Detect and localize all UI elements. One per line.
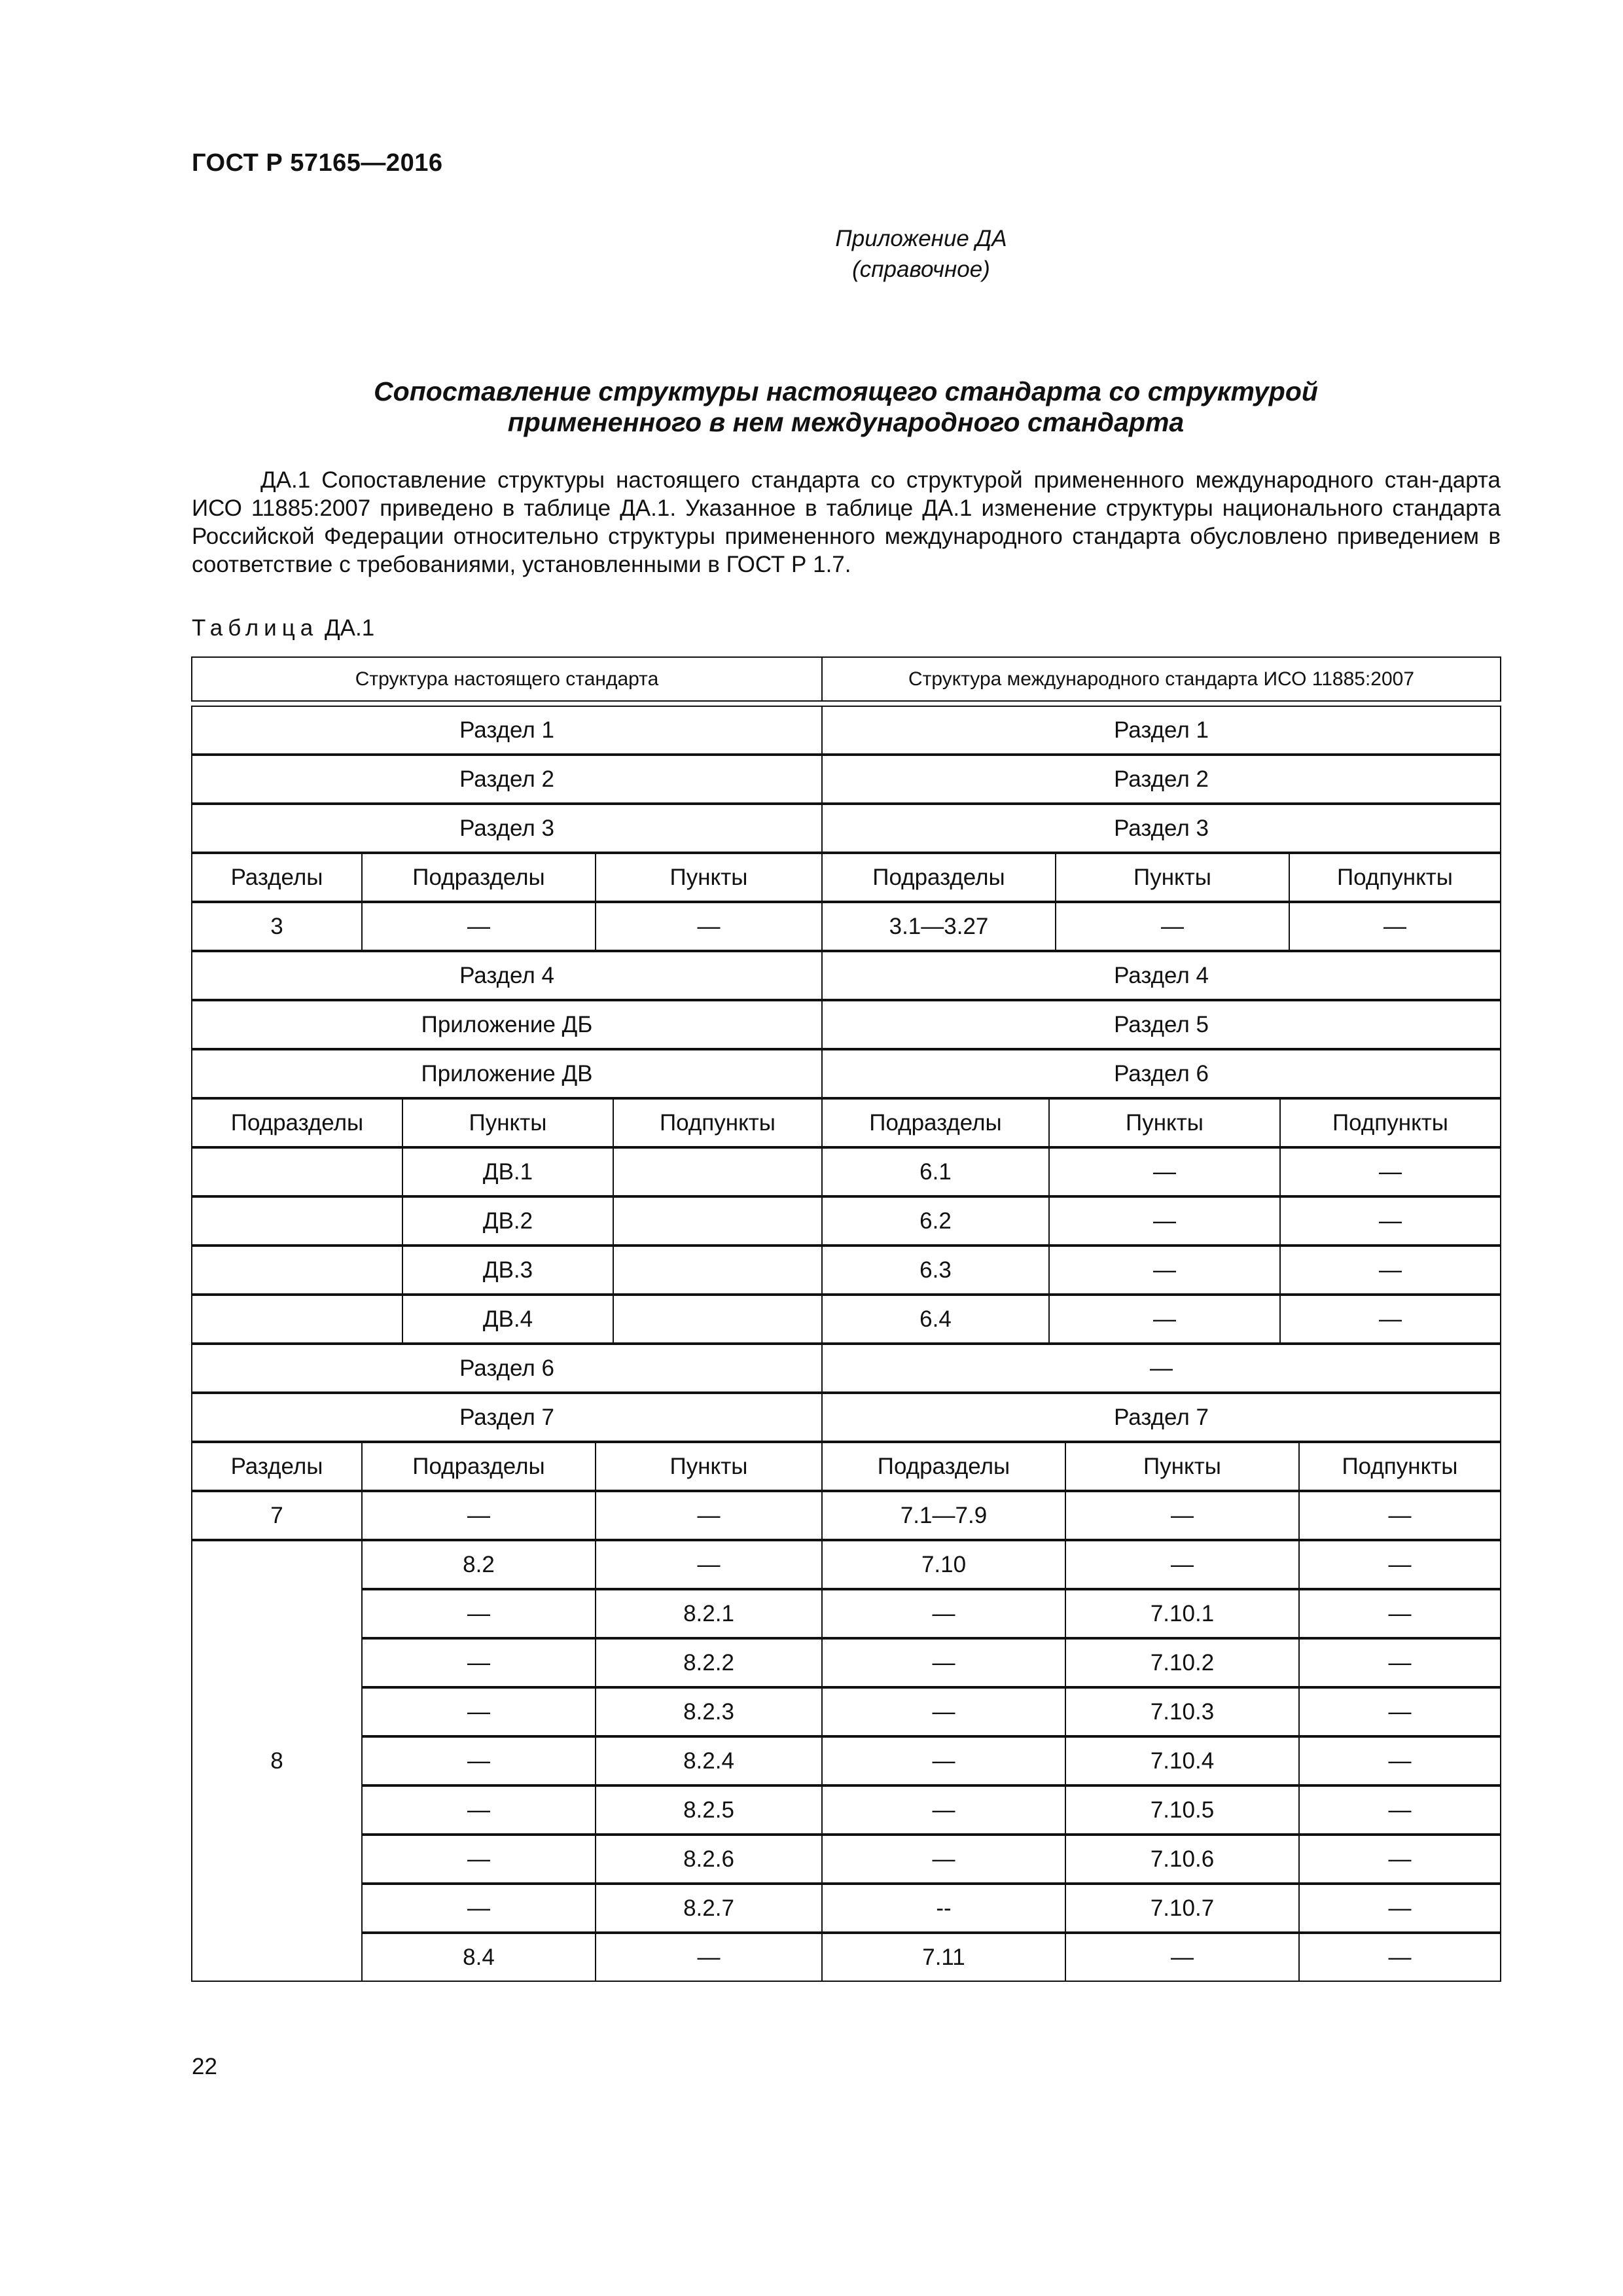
table-cell: Раздел 5 (821, 1000, 1501, 1049)
table-cell: 6.3 (821, 1246, 1050, 1295)
table-cell: 3 (191, 902, 363, 951)
table-cell: Пункты (1055, 853, 1290, 902)
table-row (192, 755, 1501, 804)
table-cell: 8.2.1 (595, 1589, 823, 1638)
table-cell: Раздел 7 (821, 1393, 1501, 1442)
table-cell: Пункты (595, 853, 823, 902)
table-cell (613, 1295, 823, 1344)
table-cell: Подпункты (1289, 853, 1501, 902)
table-cell (191, 1196, 403, 1246)
table-cell: Раздел 7 (191, 1393, 823, 1442)
table-cell: 8.2.3 (595, 1687, 823, 1736)
table-row (192, 656, 1501, 702)
table-caption-number: ДА.1 (324, 615, 375, 641)
table-cell: — (1065, 1540, 1300, 1589)
table-cell: — (1279, 1295, 1501, 1344)
table-row (192, 1295, 1501, 1344)
table-cell: Подразделы (191, 1098, 403, 1147)
table-row (192, 1884, 1501, 1933)
table-cell: — (1279, 1196, 1501, 1246)
table-cell (613, 1147, 823, 1196)
table-row (192, 1491, 1501, 1540)
table-row (192, 1098, 1501, 1147)
table-cell: — (1298, 1736, 1501, 1785)
table-cell: — (1298, 1835, 1501, 1884)
table-cell: — (821, 1687, 1066, 1736)
table-cell: 7.11 (821, 1933, 1066, 1982)
table-cell: Разделы (191, 853, 363, 902)
table-cell: — (1298, 1884, 1501, 1933)
table-row (192, 902, 1501, 951)
table-cell: Раздел 2 (821, 755, 1501, 804)
table-cell: ДВ.1 (402, 1147, 614, 1196)
table-cell: Приложение ДБ (191, 1000, 823, 1049)
table-cell: Раздел 1 (821, 706, 1501, 755)
table-cell: — (1298, 1491, 1501, 1540)
table-cell: 6.2 (821, 1196, 1050, 1246)
table-cell: — (361, 1638, 596, 1687)
table-cell: 8.2.2 (595, 1638, 823, 1687)
section-title-line1: Сопоставление структуры настоящего стандарта со структурой (374, 376, 1318, 406)
table-row (192, 1736, 1501, 1785)
table-cell: 6.4 (821, 1295, 1050, 1344)
table-cell: 8.4 (361, 1933, 596, 1982)
table-row (192, 1933, 1501, 1982)
table-cell: — (1048, 1196, 1281, 1246)
table-row (192, 1393, 1501, 1442)
table-cell: 8.2.5 (595, 1785, 823, 1835)
table-cell: — (1048, 1295, 1281, 1344)
table-cell: — (1298, 1589, 1501, 1638)
table-cell (191, 1246, 403, 1295)
table-row (192, 1049, 1501, 1098)
table-cell: 8.2.4 (595, 1736, 823, 1785)
table-row (192, 1540, 1501, 1589)
table-row (192, 1835, 1501, 1884)
table-cell: 7.10.4 (1065, 1736, 1300, 1785)
table-row (192, 1344, 1501, 1393)
table-cell: — (361, 1589, 596, 1638)
table-row (192, 1442, 1501, 1491)
table-cell: ДВ.3 (402, 1246, 614, 1295)
table-row (192, 1589, 1501, 1638)
table-cell: — (361, 1491, 596, 1540)
table-row (192, 1196, 1501, 1246)
table-cell: — (595, 1933, 823, 1982)
table-cell: Раздел 1 (191, 706, 823, 755)
table-cell: 7.10.1 (1065, 1589, 1300, 1638)
table-cell: Подпункты (1298, 1442, 1501, 1491)
table-cell: — (361, 1687, 596, 1736)
appendix-subtitle: (справочное) (852, 257, 990, 282)
table-cell: Подразделы (821, 1442, 1066, 1491)
table-cell: Раздел 6 (821, 1049, 1501, 1098)
table-cell: — (1298, 1540, 1501, 1589)
table-cell: — (821, 1344, 1501, 1393)
table-cell: — (821, 1736, 1066, 1785)
table-row (192, 1785, 1501, 1835)
table-cell: 7.10.6 (1065, 1835, 1300, 1884)
table-cell: Раздел 3 (821, 804, 1501, 853)
table-cell: — (595, 902, 823, 951)
table-cell: Подразделы (361, 853, 596, 902)
table-cell: Пункты (1065, 1442, 1300, 1491)
table-cell: — (595, 1491, 823, 1540)
table-cell: — (1298, 1785, 1501, 1835)
table-cell: Пункты (402, 1098, 614, 1147)
table-cell: — (361, 1785, 596, 1835)
table-cell: 7.10.7 (1065, 1884, 1300, 1933)
table-cell: Подпункты (613, 1098, 823, 1147)
appendix-title: Приложение ДА (835, 226, 1007, 251)
table-cell-merged-section-8: 8 (191, 1540, 363, 1982)
table-cell: — (1298, 1687, 1501, 1736)
table-cell: — (1279, 1147, 1501, 1196)
table-cell: Раздел 3 (191, 804, 823, 853)
table-cell: — (1065, 1933, 1300, 1982)
table-cell: — (1065, 1491, 1300, 1540)
table-cell: 7.10.2 (1065, 1638, 1300, 1687)
table-cell: — (1055, 902, 1290, 951)
table-row (192, 1000, 1501, 1049)
table-cell: ДВ.4 (402, 1295, 614, 1344)
table-cell: — (1298, 1638, 1501, 1687)
table-cell: — (361, 1736, 596, 1785)
intro-text: ДА.1 Сопоставление структуры настоящего стандарта со структурой примененного международного стан-дарта ИСО 11885:2007 приведено в таблице ДА.1. Указанное в таблице ДА.1 изменение структуры национального стандарта Российской Федерации относительно структуры примененного международного стандарта обусловлено приведением в соответствие с требованиями, установленными в ГОСТ Р 1.7. (192, 467, 1501, 577)
table-cell: -- (821, 1884, 1066, 1933)
table-cell: — (1279, 1246, 1501, 1295)
table-cell: — (1298, 1933, 1501, 1982)
table-cell: — (361, 1835, 596, 1884)
document-code: ГОСТ Р 57165—2016 (192, 149, 443, 177)
table-caption-word: Таблица (192, 615, 319, 641)
table-cell: Раздел 2 (191, 755, 823, 804)
table-cell (191, 1147, 403, 1196)
table-cell: Структура настоящего стандарта (191, 656, 823, 702)
table-cell: Подразделы (821, 1098, 1050, 1147)
table-cell: Структура международного стандарта ИСО 11885:2007 (821, 656, 1501, 702)
table-cell (613, 1246, 823, 1295)
table-row (192, 1638, 1501, 1687)
table-cell: — (821, 1589, 1066, 1638)
table-cell: Раздел 6 (191, 1344, 823, 1393)
table-cell: ДВ.2 (402, 1196, 614, 1246)
table-cell: 3.1—3.27 (821, 902, 1056, 951)
table-row (192, 1147, 1501, 1196)
table-row (192, 706, 1501, 755)
table-cell: — (821, 1835, 1066, 1884)
table-cell: Пункты (1048, 1098, 1281, 1147)
table-cell: 6.1 (821, 1147, 1050, 1196)
table-cell: — (361, 902, 596, 951)
table-cell: — (821, 1638, 1066, 1687)
section-title-line2: примененного в нем международного стандарта (507, 407, 1185, 437)
table-cell: 8.2.7 (595, 1884, 823, 1933)
page-number: 22 (192, 2054, 217, 2079)
table-cell: Подразделы (361, 1442, 596, 1491)
table-row (192, 951, 1501, 1000)
table-cell: 7 (191, 1491, 363, 1540)
intro-paragraph (192, 466, 1501, 579)
table-cell: 7.10.5 (1065, 1785, 1300, 1835)
table-cell: Разделы (191, 1442, 363, 1491)
table-row (192, 804, 1501, 853)
table-row (192, 1687, 1501, 1736)
table-cell: — (595, 1540, 823, 1589)
table-cell: Приложение ДВ (191, 1049, 823, 1098)
table-cell (191, 1295, 403, 1344)
table-cell: Раздел 4 (191, 951, 823, 1000)
table-cell: — (361, 1884, 596, 1933)
table-cell: Раздел 4 (821, 951, 1501, 1000)
table-cell: 7.10 (821, 1540, 1066, 1589)
table-cell (613, 1196, 823, 1246)
table-cell: Подразделы (821, 853, 1056, 902)
table-cell: — (1048, 1246, 1281, 1295)
table-cell: 7.10.3 (1065, 1687, 1300, 1736)
table-cell: Пункты (595, 1442, 823, 1491)
table-cell: 7.1—7.9 (821, 1491, 1066, 1540)
table-cell: 8.2 (361, 1540, 596, 1589)
table-cell: 8.2.6 (595, 1835, 823, 1884)
table-cell: — (821, 1785, 1066, 1835)
table-cell: — (1289, 902, 1501, 951)
table-cell: — (1048, 1147, 1281, 1196)
table-caption (192, 615, 374, 641)
table-cell: Подпункты (1279, 1098, 1501, 1147)
table-row (192, 853, 1501, 902)
table-row (192, 1246, 1501, 1295)
